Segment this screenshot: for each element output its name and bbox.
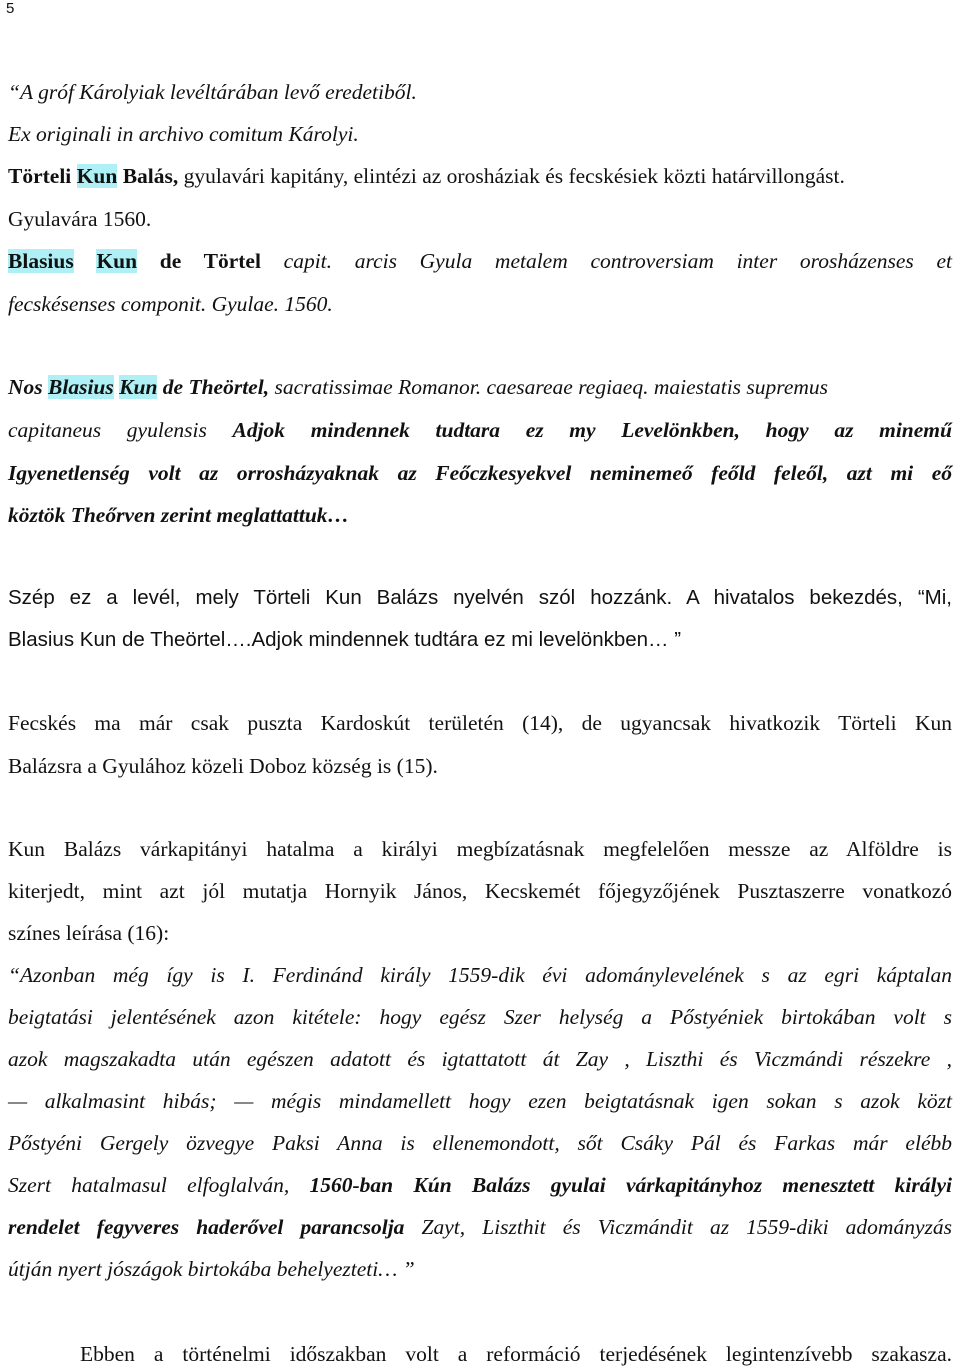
letter-line: Igyenetlenség volt az orrosházyaknak az Feőczkesyekvel neminemeő feőld feleől, azt mi eő	[8, 461, 952, 485]
latin-source-note: Ex originali in archivo comitum Károlyi.	[8, 122, 359, 146]
page-number: 5	[6, 0, 15, 17]
quote-line: útján nyert jószágok birtokába behelyezteti… ”	[8, 1257, 415, 1281]
paragraph-line: kiterjedt, mint azt jól mutatja Hornyik János, Kecskemét főjegyzőjének Pusztaszerre vonatkozó	[8, 879, 952, 903]
paragraph-line: színes leírása (16):	[8, 921, 170, 945]
source-note: “A gróf Károlyiak levéltárában levő eredetiből.	[8, 80, 417, 104]
quote-line: rendelet fegyveres haderővel parancsolja Zayt, Liszthit és Viczmándit az 1559-diki adományzás	[8, 1215, 952, 1239]
quote-line: — alkalmasint hibás; — mégis mindamellett hogy ezen beigtatásnak igen sokan s azok közt	[8, 1089, 952, 1113]
paragraph-line: Kun Balázs várkapitányi hatalma a királyi megbízatásnak megfelelően messze az Alföldre is	[8, 837, 952, 861]
letter-line: köztök Theőrven zerint meglattattuk…	[8, 503, 350, 527]
place-date: Gyulavára 1560.	[8, 207, 152, 231]
letter-line: Nos Blasius Kun de Theörtel, sacratissimae Romanor. caesareae regiaeq. maiestatis supremus	[8, 375, 829, 399]
quote-line: Szert hatalmasul elfoglalván, 1560-ban Kún Balázs gyulai várkapitányhoz menesztett királyi	[8, 1173, 952, 1197]
latin-summary-line: fecskésenses componit. Gyulae. 1560.	[8, 292, 333, 316]
paragraph-line: Balázsra a Gyulához közeli Doboz község is (15).	[8, 754, 438, 778]
quote-line: beigtatási jelentésének azon kitétele: hogy egész Szer helység a Pőstyéniek birtokában volt s	[8, 1005, 952, 1029]
paragraph-line: Blasius Kun de Theörtel….Adjok mindennek tudtára ez mi levelönkben… ”	[8, 628, 682, 651]
paragraph-line: Szép ez a levél, mely Törteli Kun Balázs nyelvén szól hozzánk. A hivatalos bekezdés, “Mi,	[8, 586, 952, 609]
latin-summary-line: Blasius Kun de Törtel capit. arcis Gyula metalem controversiam inter orosházenses et	[8, 249, 953, 273]
quote-line: “Azonban még így is I. Ferdinánd király 1559-dik évi adománylevelének s az egri káptalan	[8, 963, 952, 987]
quote-line: azok magszakadta után egészen adatott és igtattatott át Zay , Liszthi és Viczmándi részekre ,	[8, 1047, 952, 1071]
paragraph-line: Fecskés ma már csak puszta Kardoskút területén (14), de ugyancsak hivatkozik Törteli Kun	[8, 711, 952, 735]
closing-sentence: Ebben a történelmi időszakban volt a reformáció terjedésének legintenzívebb szakasza.	[80, 1342, 952, 1366]
quote-line: Pőstyéni Gergely özvegye Paksi Anna is ellenemondott, sőt Csáky Pál és Farkas már elébb	[8, 1131, 952, 1155]
letter-line: capitaneus gyulensis Adjok mindennek tudtara ez my Levelönkben, hogy az minemű	[8, 418, 952, 442]
document-title: Törteli Kun Balás, gyulavári kapitány, elintézi az orosháziak és fecskésiek közti határvillongást.	[8, 164, 845, 188]
